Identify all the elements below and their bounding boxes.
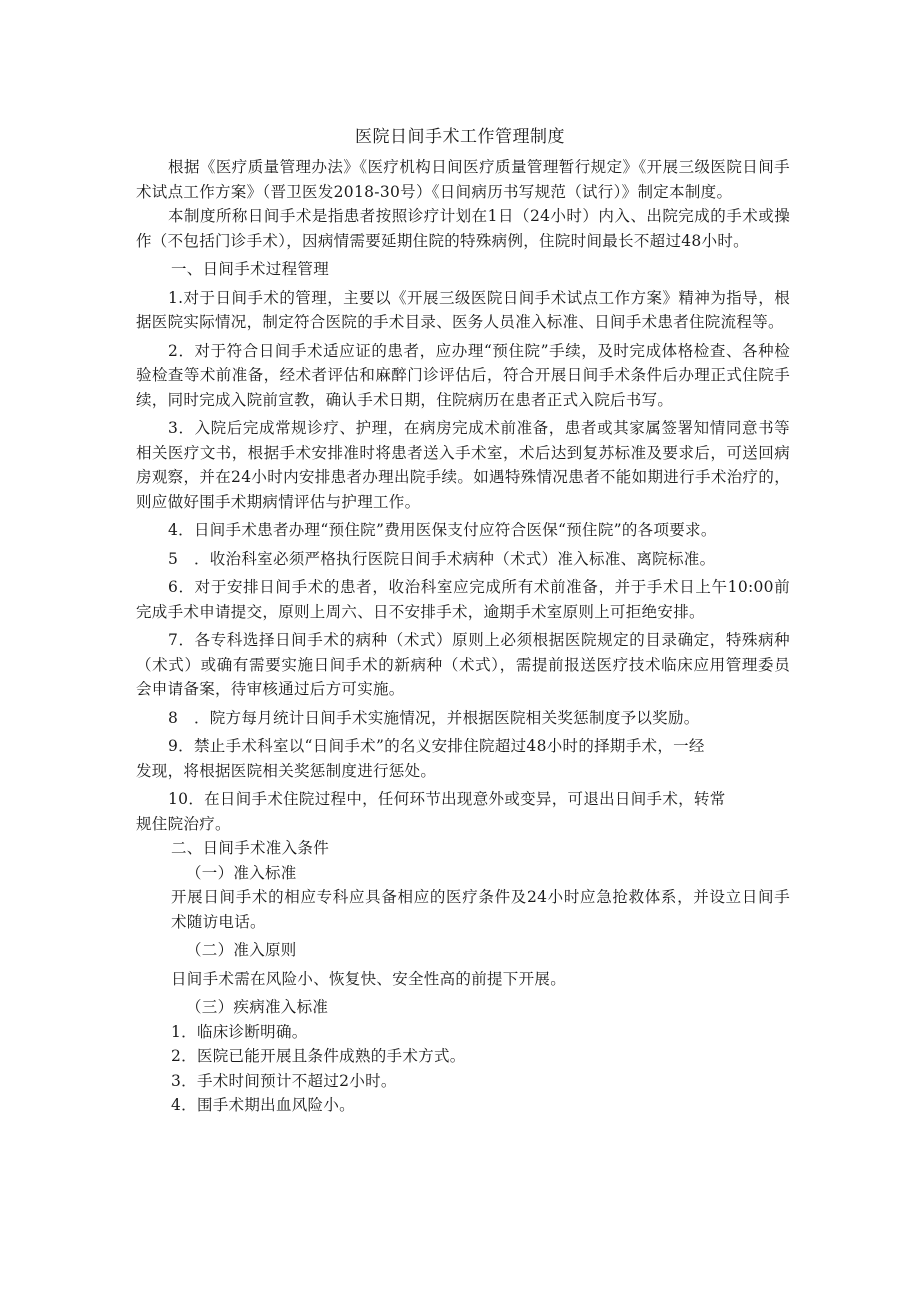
paragraph-item-10-line1: 10．在日间手术住院过程中，任何环节出现意外或变异，可退出日间手术，转常 (168, 790, 726, 808)
paragraph-definition: 本制度所称日间手术是指患者按照诊疗计划在1日（24小时）内入、出院完成的手术或操作（不包括门诊手术），因病情需要延期住院的特殊病例，住院时间最长不超过48小时。 (136, 207, 790, 250)
paragraph-item-8: 8 ．院方每月统计日间手术实施情况，并根据医院相关奖惩制度予以奖励。 (168, 708, 700, 727)
paragraph-item-4: 4．日间手术患者办理“预住院”费用医保支付应符合医保“预住院”的各项要求。 (168, 521, 717, 539)
subheading-principle: （二）准入原则 (186, 941, 297, 959)
paragraph-principle: 日间手术需在风险小、恢复快、安全性高的前提下开展。 (171, 969, 567, 988)
paragraph-item-10-line2: 规住院治疗。 (136, 814, 231, 833)
paragraph-item-1: 1.对于日间手术的管理，主要以《开展三级医院日间手术试点工作方案》精神为指导，根据医院实际情况，制定符合医院的手术目录、医务人员准入标准、日间手术患者住院流程等。 (136, 288, 790, 331)
paragraph-item-3: 3．入院后完成常规诊疗、护理，在病房完成术前准备，患者或其家属签署知情同意书等相关医疗文书，根据手术安排准时将患者送入手术室，术后达到复苏标准及要求后，可送回病房观察，并在24小时内安排患者办理出院手续。如遇特殊情况患者不能如期进行手术治疗的，则应做好围手术期病情评估与护理工作。 (136, 419, 790, 511)
subheading-standard: （一）准入标准 (186, 863, 297, 882)
document-body (136, 155, 790, 1118)
paragraph-item-7: 7．各专科选择日间手术的病种（术式）原则上必须根据医院规定的目录确定，特殊病种（术式）或确有需要实施日间手术的新病种（术式），需提前报送医疗技术临床应用管理委员会申请备案，待审核通过后方可实施。 (136, 631, 790, 698)
document-title: 医院日间手术工作管理制度 (355, 127, 565, 147)
paragraph-item-5: 5 ．收治科室必须严格执行医院日间手术病种（术式）准入标准、离院标准。 (168, 549, 716, 568)
paragraph-standard: 开展日间手术的相应专科应具备相应的医疗条件及24小时应急抢救体系，并设立日间手术随访电话。 (171, 888, 790, 931)
paragraph-item-2: 2．对于符合日间手术适应证的患者，应办理“预住院”手续，及时完成体格检查、各种检验检查等术前准备，经术者评估和麻醉门诊评估后，符合开展日间手术条件后办理正式住院手续，同时完成入院前宣教，确认手术日期，住院病历在患者正式入院后书写。 (136, 341, 790, 409)
paragraph-intro: 根据《医疗质量管理办法》《医疗机构日间医疗质量管理暂行规定》《开展三级医院日间手术试点工作方案》（晋卫医发2018-30号）《日间病历书写规范（试行）》制定本制度。 (136, 158, 790, 201)
paragraph-item-6: 6．对于安排日间手术的患者，收治科室应完成所有术前准备，并于手术日上午10:00前完成手术申请提交，原则上周六、日不安排手术，逾期手术室原则上可拒绝安排。 (136, 578, 790, 621)
list-item-1: 1．临床诊断明确。 (171, 1022, 308, 1041)
list-item-2: 2．医院已能开展且条件成熟的手术方式。 (171, 1047, 466, 1065)
subheading-disease-standard: （三）疾病准入标准 (186, 998, 329, 1016)
section-heading-process: 一、日间手术过程管理 (171, 260, 330, 278)
list-item-4: 4．围手术期出血风险小。 (171, 1096, 355, 1114)
list-item-3: 3．手术时间预计不超过2小时。 (171, 1071, 397, 1090)
paragraph-item-9-line2: 发现，将根据医院相关奖惩制度进行惩处。 (136, 761, 437, 780)
paragraph-item-9-line1: 9．禁止手术科室以“日间手术”的名义安排住院超过48小时的择期手术，一经 (168, 737, 705, 755)
section-heading-admission: 二、日间手术准入条件 (171, 839, 330, 857)
